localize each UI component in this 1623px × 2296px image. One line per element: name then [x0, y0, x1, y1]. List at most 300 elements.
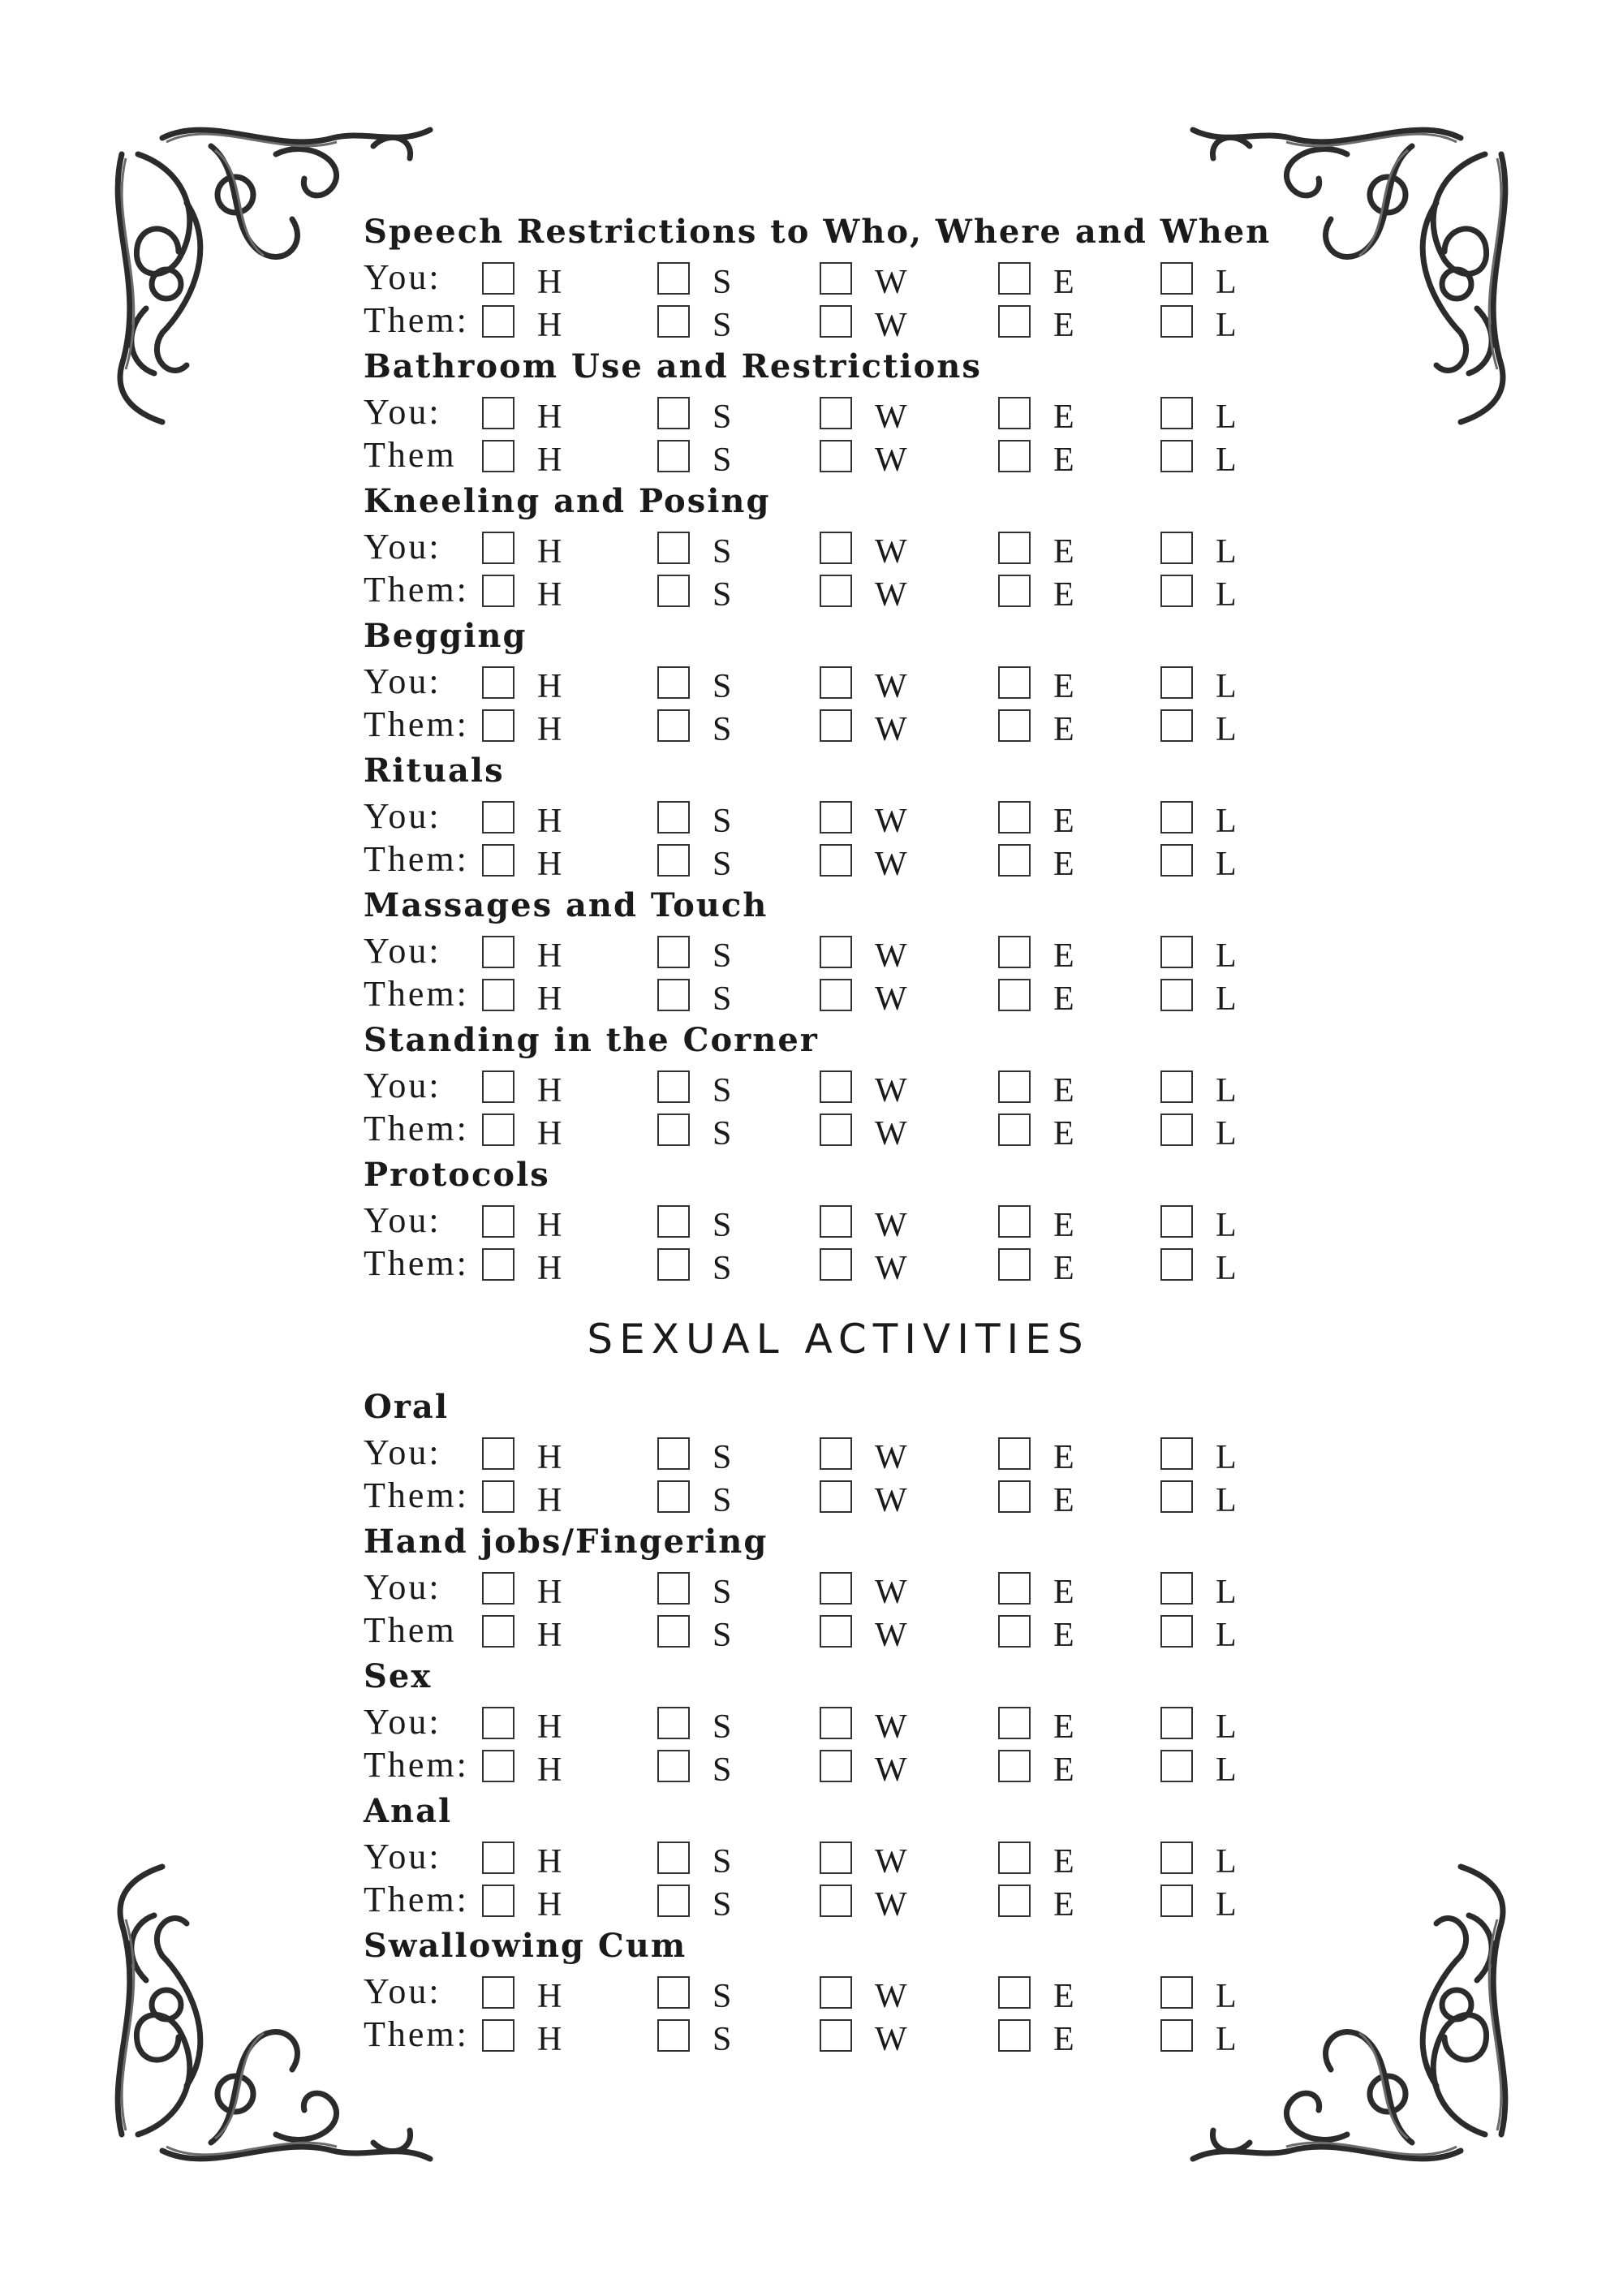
- checkbox[interactable]: [657, 1480, 690, 1513]
- group-title: Massages and Touch: [364, 886, 768, 924]
- checkbox[interactable]: [657, 305, 690, 338]
- them-row: [364, 2015, 1419, 2058]
- you-label: You:: [364, 931, 441, 971]
- option-label: W: [875, 803, 907, 840]
- option-label: H: [537, 1115, 562, 1152]
- you-row: [364, 1837, 1419, 1880]
- checkbox[interactable]: [657, 532, 690, 564]
- question-group: [364, 1388, 1419, 1523]
- option-label: W: [875, 1072, 907, 1109]
- checkbox[interactable]: [998, 709, 1031, 742]
- checkbox[interactable]: [998, 532, 1031, 564]
- group-title: Hand jobs/Fingering: [364, 1523, 768, 1561]
- checkbox[interactable]: [820, 397, 852, 429]
- checkbox[interactable]: [1160, 305, 1193, 338]
- option-label: H: [537, 1482, 562, 1519]
- option-label: W: [875, 1617, 907, 1654]
- checkbox[interactable]: [482, 262, 514, 295]
- checkbox[interactable]: [1160, 1205, 1193, 1238]
- option-label: W: [875, 1978, 907, 2015]
- checkbox[interactable]: [657, 440, 690, 472]
- them-label: Them:: [364, 2014, 469, 2054]
- checkbox[interactable]: [657, 1750, 690, 1782]
- option-label: W: [875, 2021, 907, 2058]
- option-label: L: [1216, 1843, 1237, 1880]
- checkbox[interactable]: [1160, 801, 1193, 834]
- group-title: Oral: [364, 1388, 450, 1426]
- checkbox[interactable]: [998, 1842, 1031, 1874]
- them-label: Them:: [364, 1243, 469, 1283]
- checkbox[interactable]: [998, 1572, 1031, 1605]
- checkbox[interactable]: [820, 1572, 852, 1605]
- option-label: S: [712, 1886, 732, 1923]
- option-label: L: [1216, 1439, 1237, 1476]
- checkbox[interactable]: [657, 1070, 690, 1103]
- checkbox[interactable]: [1160, 1707, 1193, 1739]
- checkbox[interactable]: [482, 666, 514, 699]
- option-label: E: [1053, 398, 1074, 436]
- checkbox[interactable]: [1160, 575, 1193, 607]
- option-label: H: [537, 1886, 562, 1923]
- option-label: L: [1216, 846, 1237, 883]
- option-label: E: [1053, 1843, 1074, 1880]
- option-label: W: [875, 1207, 907, 1244]
- checklist-section-2: [364, 1388, 1419, 2061]
- you-row: [364, 1703, 1419, 1746]
- checkbox[interactable]: [657, 2019, 690, 2052]
- checkbox[interactable]: [1160, 1572, 1193, 1605]
- option-label: L: [1216, 711, 1237, 748]
- checkbox[interactable]: [482, 936, 514, 968]
- checkbox[interactable]: [657, 262, 690, 295]
- option-label: S: [712, 1574, 732, 1611]
- option-label: L: [1216, 1708, 1237, 1746]
- checkbox[interactable]: [1160, 1248, 1193, 1281]
- option-label: L: [1216, 398, 1237, 436]
- checkbox[interactable]: [482, 709, 514, 742]
- checkbox[interactable]: [1160, 532, 1193, 564]
- option-label: L: [1216, 1978, 1237, 2015]
- group-title: Standing in the Corner: [364, 1021, 819, 1059]
- group-title: Kneeling and Posing: [364, 482, 771, 520]
- checkbox[interactable]: [657, 1205, 690, 1238]
- group-title: Protocols: [364, 1156, 550, 1194]
- checkbox[interactable]: [482, 979, 514, 1011]
- checkbox[interactable]: [1160, 1070, 1193, 1103]
- option-label: H: [537, 711, 562, 748]
- option-label: S: [712, 1708, 732, 1746]
- option-label: H: [537, 1574, 562, 1611]
- checkbox[interactable]: [998, 575, 1031, 607]
- them-label: Them:: [364, 1880, 469, 1919]
- option-label: L: [1216, 1574, 1237, 1611]
- option-label: S: [712, 980, 732, 1018]
- option-label: W: [875, 576, 907, 614]
- option-label: S: [712, 1250, 732, 1287]
- option-label: L: [1216, 1751, 1237, 1789]
- checkbox[interactable]: [820, 1842, 852, 1874]
- question-group: [364, 347, 1419, 482]
- them-row: [364, 840, 1419, 883]
- option-label: S: [712, 1439, 732, 1476]
- you-label: You:: [364, 392, 441, 432]
- question-group: [364, 1021, 1419, 1156]
- group-title: Bathroom Use and Restrictions: [364, 347, 982, 386]
- checkbox[interactable]: [657, 1885, 690, 1917]
- checkbox[interactable]: [998, 2019, 1031, 2052]
- checkbox[interactable]: [820, 305, 852, 338]
- checkbox[interactable]: [820, 1615, 852, 1648]
- checkbox[interactable]: [1160, 440, 1193, 472]
- you-label: You:: [364, 1971, 441, 2011]
- checkbox[interactable]: [820, 1114, 852, 1146]
- option-label: S: [712, 1207, 732, 1244]
- checkbox[interactable]: [482, 575, 514, 607]
- option-label: S: [712, 1751, 732, 1789]
- checkbox[interactable]: [482, 801, 514, 834]
- option-label: W: [875, 1751, 907, 1789]
- question-group: [364, 1927, 1419, 2061]
- option-label: E: [1053, 846, 1074, 883]
- you-row: [364, 528, 1419, 571]
- checkbox[interactable]: [657, 1248, 690, 1281]
- you-row: [364, 1972, 1419, 2015]
- checkbox[interactable]: [1160, 1437, 1193, 1470]
- group-title: Speech Restrictions to Who, Where and When: [364, 213, 1272, 251]
- option-label: E: [1053, 1482, 1074, 1519]
- checkbox[interactable]: [657, 936, 690, 968]
- you-row: [364, 1066, 1419, 1109]
- you-row: [364, 1568, 1419, 1611]
- option-label: L: [1216, 576, 1237, 614]
- checkbox[interactable]: [998, 397, 1031, 429]
- you-row: [364, 932, 1419, 975]
- option-label: W: [875, 668, 907, 705]
- checkbox[interactable]: [657, 1572, 690, 1605]
- question-group: [364, 1156, 1419, 1290]
- checkbox[interactable]: [1160, 844, 1193, 877]
- checkbox[interactable]: [998, 1480, 1031, 1513]
- them-row: [364, 975, 1419, 1018]
- checkbox[interactable]: [657, 1707, 690, 1739]
- option-label: L: [1216, 442, 1237, 479]
- option-label: H: [537, 1072, 562, 1109]
- checkbox[interactable]: [820, 1248, 852, 1281]
- checkbox[interactable]: [482, 1842, 514, 1874]
- checkbox[interactable]: [657, 801, 690, 834]
- checkbox[interactable]: [1160, 979, 1193, 1011]
- checkbox[interactable]: [1160, 1842, 1193, 1874]
- you-label: You:: [364, 1567, 441, 1607]
- checkbox[interactable]: [998, 1070, 1031, 1103]
- checkbox[interactable]: [482, 1750, 514, 1782]
- checkbox[interactable]: [657, 844, 690, 877]
- checkbox[interactable]: [482, 397, 514, 429]
- checkbox[interactable]: [820, 1437, 852, 1470]
- option-label: S: [712, 2021, 732, 2058]
- them-label: Them:: [364, 839, 469, 879]
- them-row: [364, 1244, 1419, 1287]
- checkbox[interactable]: [482, 1615, 514, 1648]
- checkbox[interactable]: [482, 844, 514, 877]
- option-label: E: [1053, 803, 1074, 840]
- checkbox[interactable]: [820, 844, 852, 877]
- checkbox[interactable]: [820, 1707, 852, 1739]
- option-label: H: [537, 803, 562, 840]
- group-title: Rituals: [364, 752, 505, 790]
- option-label: H: [537, 398, 562, 436]
- option-label: L: [1216, 533, 1237, 571]
- option-label: E: [1053, 1751, 1074, 1789]
- you-row: [364, 1201, 1419, 1244]
- them-row: [364, 571, 1419, 614]
- checkbox[interactable]: [998, 1615, 1031, 1648]
- them-row: [364, 1476, 1419, 1519]
- checkbox[interactable]: [820, 1885, 852, 1917]
- checkbox[interactable]: [482, 440, 514, 472]
- checkbox[interactable]: [820, 666, 852, 699]
- checkbox[interactable]: [998, 305, 1031, 338]
- option-label: E: [1053, 980, 1074, 1018]
- group-title: Sex: [364, 1657, 433, 1695]
- option-label: H: [537, 1207, 562, 1244]
- option-label: H: [537, 442, 562, 479]
- option-label: H: [537, 533, 562, 571]
- checkbox[interactable]: [998, 1437, 1031, 1470]
- option-label: W: [875, 533, 907, 571]
- option-label: S: [712, 398, 732, 436]
- option-label: H: [537, 1708, 562, 1746]
- option-label: S: [712, 937, 732, 975]
- question-group: [364, 213, 1419, 347]
- option-label: E: [1053, 1617, 1074, 1654]
- checkbox[interactable]: [1160, 666, 1193, 699]
- checkbox[interactable]: [657, 575, 690, 607]
- option-label: H: [537, 1843, 562, 1880]
- them-label: Them: [364, 1610, 457, 1650]
- checkbox[interactable]: [657, 1615, 690, 1648]
- option-label: L: [1216, 1482, 1237, 1519]
- option-label: L: [1216, 937, 1237, 975]
- checkbox[interactable]: [998, 262, 1031, 295]
- checkbox[interactable]: [820, 1205, 852, 1238]
- them-label: Them:: [364, 1745, 469, 1785]
- option-label: H: [537, 2021, 562, 2058]
- option-label: W: [875, 264, 907, 301]
- checkbox[interactable]: [1160, 936, 1193, 968]
- option-label: L: [1216, 1617, 1237, 1654]
- option-label: E: [1053, 1115, 1074, 1152]
- you-label: You:: [364, 257, 441, 297]
- you-row: [364, 662, 1419, 705]
- them-label: Them: [364, 435, 457, 475]
- checkbox[interactable]: [657, 1842, 690, 1874]
- checkbox[interactable]: [1160, 397, 1193, 429]
- option-label: L: [1216, 1250, 1237, 1287]
- option-label: H: [537, 576, 562, 614]
- checkbox[interactable]: [482, 532, 514, 564]
- them-label: Them:: [364, 974, 469, 1014]
- checkbox[interactable]: [998, 440, 1031, 472]
- checkbox[interactable]: [657, 979, 690, 1011]
- checkbox[interactable]: [1160, 1615, 1193, 1648]
- option-label: E: [1053, 264, 1074, 301]
- checkbox[interactable]: [482, 1205, 514, 1238]
- option-label: S: [712, 307, 732, 344]
- option-label: W: [875, 442, 907, 479]
- option-label: S: [712, 846, 732, 883]
- them-label: Them:: [364, 300, 469, 340]
- option-label: H: [537, 1978, 562, 2015]
- checkbox[interactable]: [1160, 1885, 1193, 1917]
- checkbox[interactable]: [1160, 2019, 1193, 2052]
- checkbox[interactable]: [657, 1437, 690, 1470]
- checkbox[interactable]: [820, 1976, 852, 2009]
- option-label: E: [1053, 1439, 1074, 1476]
- checkbox[interactable]: [657, 666, 690, 699]
- option-label: W: [875, 1574, 907, 1611]
- option-label: W: [875, 1482, 907, 1519]
- checkbox[interactable]: [998, 1885, 1031, 1917]
- them-row: [364, 1109, 1419, 1152]
- checkbox[interactable]: [1160, 709, 1193, 742]
- checkbox[interactable]: [482, 1437, 514, 1470]
- checkbox[interactable]: [820, 575, 852, 607]
- option-label: S: [712, 1482, 732, 1519]
- checkbox[interactable]: [482, 1114, 514, 1146]
- option-label: W: [875, 1843, 907, 1880]
- checkbox[interactable]: [657, 1114, 690, 1146]
- checkbox[interactable]: [1160, 1750, 1193, 1782]
- option-label: E: [1053, 1072, 1074, 1109]
- checkbox[interactable]: [482, 2019, 514, 2052]
- question-group: [364, 752, 1419, 886]
- checkbox[interactable]: [820, 936, 852, 968]
- checkbox[interactable]: [998, 666, 1031, 699]
- checkbox[interactable]: [998, 1750, 1031, 1782]
- checkbox[interactable]: [657, 709, 690, 742]
- option-label: W: [875, 307, 907, 344]
- checkbox[interactable]: [998, 1976, 1031, 2009]
- checkbox[interactable]: [820, 2019, 852, 2052]
- option-label: E: [1053, 442, 1074, 479]
- option-label: E: [1053, 533, 1074, 571]
- checkbox[interactable]: [820, 262, 852, 295]
- checkbox[interactable]: [1160, 1976, 1193, 2009]
- option-label: L: [1216, 1886, 1237, 1923]
- them-row: [364, 1880, 1419, 1923]
- option-label: W: [875, 1115, 907, 1152]
- you-row: [364, 393, 1419, 436]
- option-label: S: [712, 1978, 732, 2015]
- question-group: [364, 617, 1419, 752]
- checkbox[interactable]: [820, 979, 852, 1011]
- option-label: W: [875, 1439, 907, 1476]
- option-label: L: [1216, 1115, 1237, 1152]
- checkbox[interactable]: [820, 1070, 852, 1103]
- option-label: E: [1053, 711, 1074, 748]
- them-row: [364, 301, 1419, 344]
- option-label: E: [1053, 1708, 1074, 1746]
- option-label: E: [1053, 1574, 1074, 1611]
- checkbox[interactable]: [820, 440, 852, 472]
- option-label: H: [537, 307, 562, 344]
- option-label: S: [712, 668, 732, 705]
- option-label: H: [537, 1617, 562, 1654]
- checkbox[interactable]: [998, 979, 1031, 1011]
- checkbox[interactable]: [998, 801, 1031, 834]
- checkbox[interactable]: [998, 1248, 1031, 1281]
- option-label: H: [537, 1751, 562, 1789]
- option-label: S: [712, 803, 732, 840]
- checkbox[interactable]: [482, 1976, 514, 2009]
- checkbox[interactable]: [657, 1976, 690, 2009]
- question-group: [364, 886, 1419, 1021]
- them-row: [364, 1746, 1419, 1789]
- checkbox[interactable]: [998, 936, 1031, 968]
- checkbox[interactable]: [482, 305, 514, 338]
- them-label: Them:: [364, 1475, 469, 1515]
- checkbox[interactable]: [820, 709, 852, 742]
- them-row: [364, 1611, 1419, 1654]
- checkbox[interactable]: [482, 1885, 514, 1917]
- checkbox[interactable]: [1160, 1114, 1193, 1146]
- checkbox[interactable]: [820, 801, 852, 834]
- checkbox[interactable]: [820, 1480, 852, 1513]
- option-label: E: [1053, 1250, 1074, 1287]
- checkbox[interactable]: [657, 397, 690, 429]
- checkbox[interactable]: [998, 844, 1031, 877]
- option-label: E: [1053, 1207, 1074, 1244]
- checkbox[interactable]: [1160, 262, 1193, 295]
- you-label: You:: [364, 1200, 441, 1240]
- option-label: L: [1216, 1072, 1237, 1109]
- option-label: E: [1053, 576, 1074, 614]
- option-label: E: [1053, 937, 1074, 975]
- checkbox[interactable]: [820, 532, 852, 564]
- checkbox[interactable]: [1160, 1480, 1193, 1513]
- option-label: W: [875, 1708, 907, 1746]
- checkbox[interactable]: [482, 1480, 514, 1513]
- question-group: [364, 482, 1419, 617]
- option-label: S: [712, 442, 732, 479]
- them-label: Them:: [364, 1109, 469, 1148]
- checkbox[interactable]: [998, 1114, 1031, 1146]
- option-label: L: [1216, 2021, 1237, 2058]
- question-group: [364, 1657, 1419, 1792]
- option-label: L: [1216, 668, 1237, 705]
- option-label: H: [537, 846, 562, 883]
- option-label: S: [712, 533, 732, 571]
- you-label: You:: [364, 1432, 441, 1472]
- option-label: L: [1216, 980, 1237, 1018]
- checkbox[interactable]: [482, 1248, 514, 1281]
- option-label: S: [712, 1072, 732, 1109]
- option-label: H: [537, 1439, 562, 1476]
- option-label: W: [875, 1250, 907, 1287]
- checkbox[interactable]: [482, 1707, 514, 1739]
- group-title: Anal: [364, 1792, 453, 1830]
- checkbox[interactable]: [482, 1572, 514, 1605]
- you-label: You:: [364, 527, 441, 566]
- checkbox[interactable]: [820, 1750, 852, 1782]
- option-label: W: [875, 980, 907, 1018]
- option-label: E: [1053, 1886, 1074, 1923]
- checkbox[interactable]: [998, 1205, 1031, 1238]
- checkbox[interactable]: [482, 1070, 514, 1103]
- checkbox[interactable]: [998, 1707, 1031, 1739]
- you-label: You:: [364, 1702, 441, 1742]
